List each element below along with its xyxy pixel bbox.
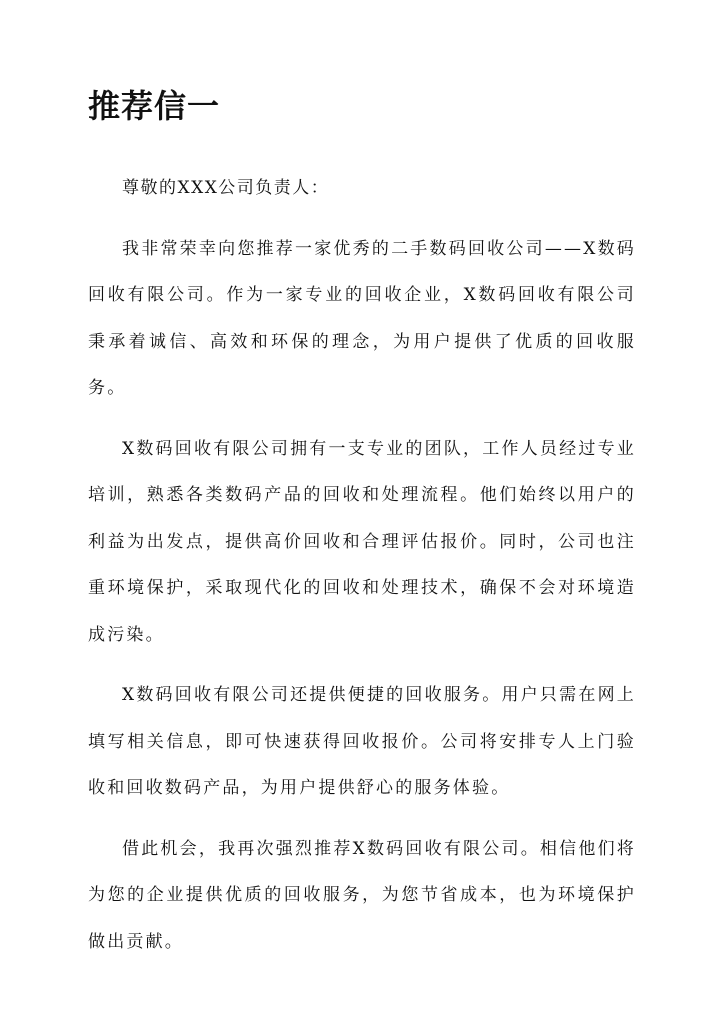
paragraph-4: 借此机会，我再次强烈推荐X数码回收有限公司。相信他们将为您的企业提供优质的回收服务，为您节省成本，也为环境保护做出贡献。 (88, 838, 636, 952)
document-body (88, 165, 636, 965)
document-title: 推荐信一 (88, 87, 221, 125)
paragraph-gap (88, 412, 636, 426)
paragraph-1: 我非常荣幸向您推荐一家优秀的二手数码回收公司——X数码回收有限公司。作为一家专业的回收企业，X数码回收有限公司秉承着诚信、高效和环保的理念，为用户提供了优质的回收服务。 (88, 238, 636, 398)
paragraph-3: X数码回收有限公司还提供便捷的回收服务。用户只需在网上填写相关信息，即可快速获得回收报价。公司将安排专人上门验收和回收数码产品，为用户提供舒心的服务体验。 (88, 685, 636, 798)
paragraph-gap (88, 812, 636, 826)
paragraph-gap (88, 212, 636, 226)
paragraph-2: X数码回收有限公司拥有一支专业的团队，工作人员经过专业培训，熟悉各类数码产品的回收和处理流程。他们始终以用户的利益为出发点，提供高价回收和合理评估报价。同时，公司也注重环境保护，采取现代化的回收和处理技术，确保不会对环境造成污染。 (88, 438, 636, 645)
paragraph-gap (88, 658, 636, 672)
greeting: 尊敬的XXX公司负责人： (122, 178, 330, 198)
